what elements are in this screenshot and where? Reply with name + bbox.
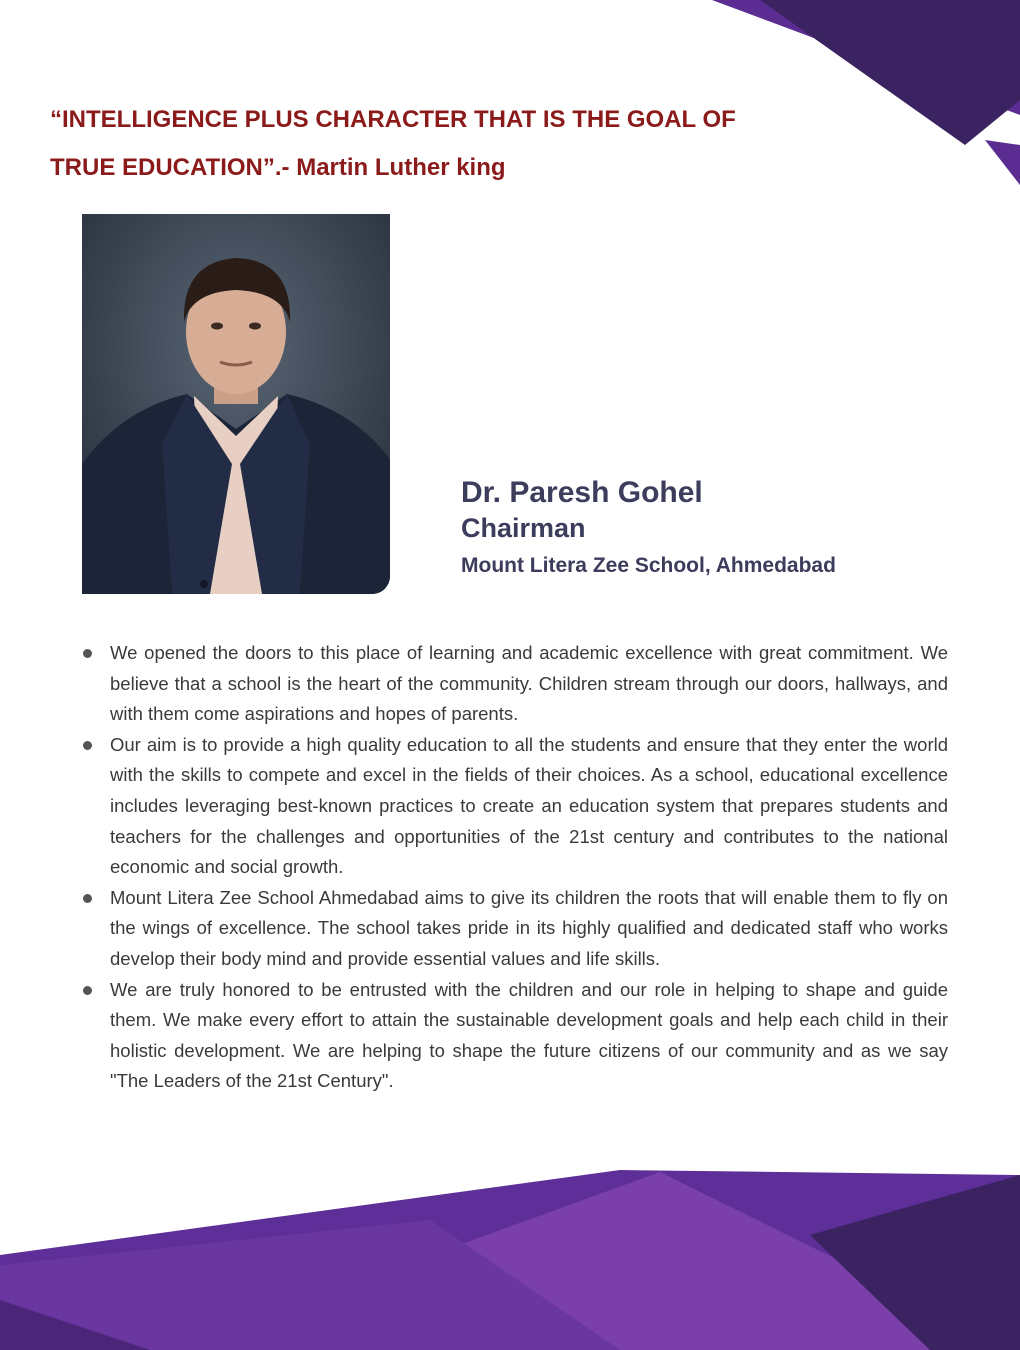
top-right-small-triangle: [985, 140, 1020, 185]
chairman-photo: [82, 214, 390, 594]
profile-school: Mount Litera Zee School, Ahmedabad: [461, 554, 836, 577]
message-point-1: We opened the doors to this place of learning and academic excellence with great commitment. We believe that a school is the heart of the community. Children stream through our doors, hallways, and with them come aspirations and hopes of parents.: [80, 638, 948, 730]
message-point-3: Mount Litera Zee School Ahmedabad aims to give its children the roots that will enable them to fly on the wings of excellence. The school takes pride in its highly qualified and dedicated staff who works develop their body mind and provide essential values and life skills.: [80, 883, 948, 975]
message-point-4: We are truly honored to be entrusted with the children and our role in helping to shape and guide them. We make every effort to attain the sustainable development goals and help each child in their holistic development. We are helping to shape the future citizens of our community and as we say "The Leaders of the 21st Century".: [80, 975, 948, 1097]
message-points: [80, 638, 948, 1097]
profile-role: Chairman: [461, 513, 586, 543]
message-point-2: Our aim is to provide a high quality education to all the students and ensure that they enter the world with the skills to compete and excel in the fields of their choices. As a school, educational excellence includes leveraging best-known practices to create an education system that prepares students and teachers for the challenges and opportunities of the 21st century and contributes to the national economic and social growth.: [80, 730, 948, 883]
quote-line-1: “INTELLIGENCE PLUS CHARACTER THAT IS THE GOAL OF: [50, 106, 736, 133]
quote-heading: [50, 96, 830, 192]
profile-block: [461, 474, 836, 582]
quote-line-2: TRUE EDUCATION”.- Martin Luther king: [50, 154, 506, 181]
profile-name: Dr. Paresh Gohel: [461, 476, 703, 509]
portrait-illustration: [82, 214, 390, 594]
